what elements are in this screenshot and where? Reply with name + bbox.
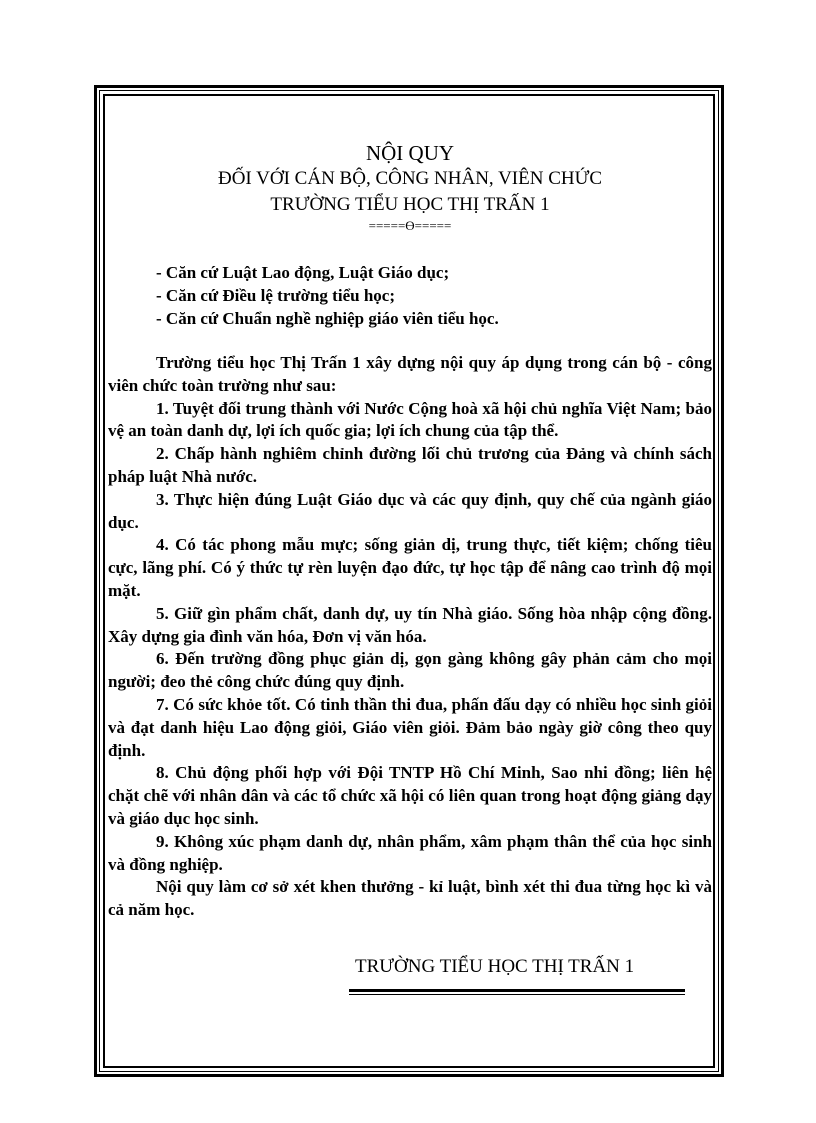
rule-item: 3. Thực hiện đúng Luật Giáo dục và các quy định, quy chế của ngành giáo dục.: [108, 489, 712, 532]
legal-basis-item: - Căn cứ Chuẩn nghề nghiệp giáo viên tiểu học.: [156, 309, 499, 328]
rules-body: [108, 352, 712, 922]
document-subtitle-line2: TRƯỜNG TIỂU HỌC THỊ TRẤN 1: [270, 194, 550, 215]
legal-basis-item: - Căn cứ Điều lệ trường tiểu học;: [156, 286, 395, 305]
signature-school-name: TRƯỜNG TIỂU HỌC THỊ TRẤN 1: [355, 956, 635, 977]
intro-paragraph: Trường tiểu học Thị Trấn 1 xây dựng nội quy áp dụng trong cán bộ - công viên chức toàn trường như sau:: [108, 353, 712, 395]
signature-underline-thin: [349, 994, 685, 995]
rule-item: 5. Giữ gìn phẩm chất, danh dự, uy tín Nhà giáo. Sống hòa nhập cộng đồng. Xây dựng gia đình văn hóa, Đơn vị văn hóa.: [108, 603, 712, 646]
rule-item: 2. Chấp hành nghiêm chỉnh đường lối chủ trương của Đảng và chính sách pháp luật Nhà nước.: [108, 444, 712, 486]
signature-underline-thick: [349, 989, 685, 992]
legal-bases-list: [108, 261, 712, 330]
rule-item: 1. Tuyệt đối trung thành với Nước Cộng hoà xã hội chủ nghĩa Việt Nam; bảo vệ an toàn danh dự, lợi ích quốc gia; lợi ích chung của tập thể.: [108, 398, 712, 441]
rule-item: 6. Đến trường đồng phục giản dị, gọn gàng không gây phản cảm cho mọi người; đeo thẻ công chức đúng quy định.: [108, 649, 712, 692]
document-title: NỘI QUY: [365, 141, 455, 165]
closing-paragraph: Nội quy làm cơ sở xét khen thưởng - kỉ luật, bình xét thi đua từng học kì và cả năm học.: [108, 877, 712, 920]
legal-basis-item: - Căn cứ Luật Lao động, Luật Giáo dục;: [156, 263, 450, 282]
rule-item: 9. Không xúc phạm danh dự, nhân phẩm, xâm phạm thân thể của học sinh và đồng nghiệp.: [108, 831, 712, 874]
rule-item: 4. Có tác phong mẫu mực; sống giản dị, trung thực, tiết kiệm; chống tiêu cực, lãng phí. Có ý thức tự rèn luyện đạo đức, tự học tập để nâng cao trình độ mọi mặt.: [108, 535, 712, 600]
rule-item: 8. Chủ động phối hợp với Đội TNTP Hồ Chí Minh, Sao nhi đồng; liên hệ chặt chẽ với nhân dân và các tổ chức xã hội có liên quan trong hoạt động giảng dạy và giáo dục học sinh.: [108, 763, 712, 828]
rule-item: 7. Có sức khỏe tốt. Có tinh thần thi đua, phấn đấu dạy có nhiều học sinh giỏi và đạt danh hiệu Lao động giỏi, Giáo viên giỏi. Đảm bảo ngày giờ công theo quy định.: [108, 694, 712, 760]
title-ornament-divider: =====ϴ=====: [368, 218, 452, 233]
document-content: [108, 140, 712, 922]
document-subtitle-line1: ĐỐI VỚI CÁN BỘ, CÔNG NHÂN, VIÊN CHỨC: [217, 168, 603, 189]
